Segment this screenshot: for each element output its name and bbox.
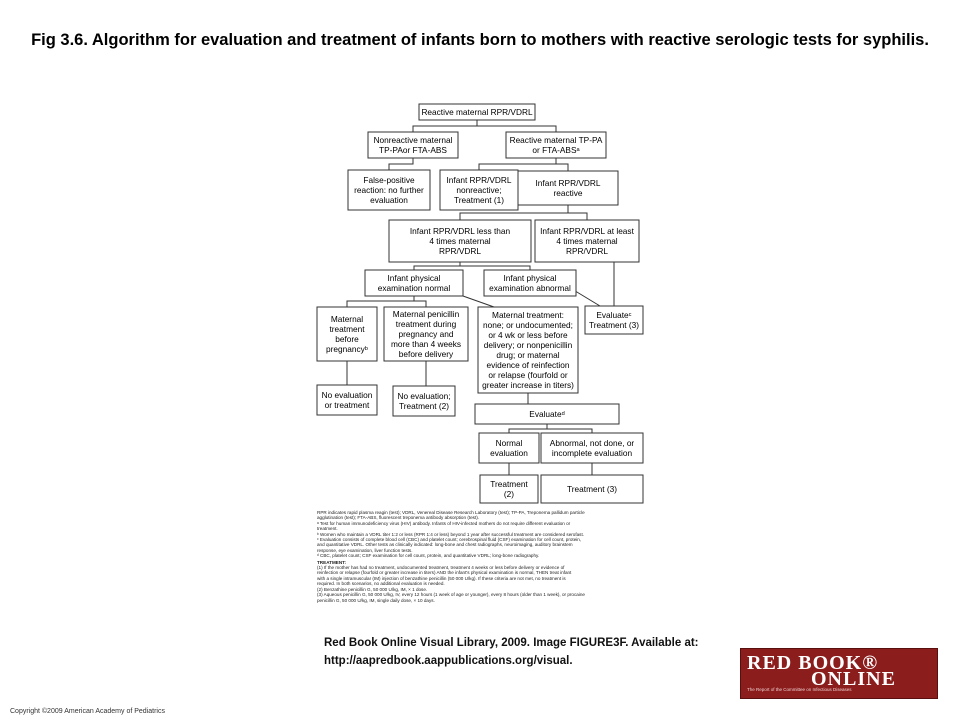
citation-line-1: Red Book Online Visual Library, 2009. Image FIGURE3F. Available at: xyxy=(324,637,699,649)
flow-node-text: Evaluateᵈ xyxy=(529,408,565,419)
flow-connector xyxy=(479,158,556,170)
flow-node-evaluate-c xyxy=(585,306,643,334)
flow-connector xyxy=(389,158,413,170)
flow-node-exam-normal xyxy=(365,270,463,296)
treatment-line: with a single intramuscular (IM) injection of benzathine penicillin (50 000 U/kg). If these criteria are not met, no treatment is xyxy=(317,575,566,581)
flow-node-text: Nonreactive maternal xyxy=(373,134,453,145)
flow-connector xyxy=(568,213,587,220)
flow-node-text: Infant RPR/VDRL at least xyxy=(540,225,634,236)
flow-node-text: Treatment (3) xyxy=(567,483,617,494)
slide-title: Fig 3.6. Algorithm for evaluation and treatment of infants born to mothers with reactive serologic tests for syphilis. xyxy=(31,31,929,49)
flow-node-normal-eval xyxy=(479,433,539,463)
citation-url[interactable]: http://aapredbook.aappublications.org/visual. xyxy=(324,655,573,667)
flow-node-abnormal-eval xyxy=(541,433,643,463)
flow-node-text: treatment during xyxy=(395,318,457,329)
flow-node-text: or FTA-ABSᵃ xyxy=(532,144,580,155)
flow-connector xyxy=(587,262,614,306)
footnote-line: response, eye examination, liver function tests. xyxy=(317,547,413,553)
flow-node-text: treatment xyxy=(329,323,365,334)
footnote-line: treatment. xyxy=(317,526,338,532)
flow-node-nonreactive-maternal xyxy=(368,132,458,158)
flow-node-text: Abnormal, not done, or xyxy=(549,437,635,448)
flow-node-text: drug; or maternal xyxy=(496,349,560,360)
flow-connector xyxy=(413,120,477,132)
flow-node-text: or treatment xyxy=(324,399,370,410)
flow-connector xyxy=(347,296,414,307)
footnote-line: ᵇ Women who maintain a VDRL titer 1:2 or less (RPR 1:4 or less) beyond 1 year after successful treatment are considered serofast. xyxy=(317,531,585,537)
treatment-line: required. In both scenarios, no additional evaluation is needed. xyxy=(317,581,445,587)
flow-node-text: delivery; or nonpenicillin xyxy=(483,339,573,350)
flow-connector xyxy=(556,164,568,171)
flow-node-text: pregnancy and xyxy=(398,328,454,339)
footnote-line: agglutination (test); FTA-ABS, fluorescent treponema antibody absorption (test). xyxy=(317,515,480,521)
flow-node-text: before xyxy=(335,333,359,344)
flow-node-false-positive xyxy=(348,170,430,210)
treatment-line: penicillin G, 50 000 U/kg, IM, single daily dose, × 10 days. xyxy=(317,597,435,603)
flow-node-text: Infant RPR/VDRL xyxy=(446,174,512,185)
flow-node-text: reaction: no further xyxy=(354,184,424,195)
flow-node-text: nonreactive; xyxy=(456,184,502,195)
flow-node-reactive-maternal xyxy=(419,104,535,120)
flow-node-text: greater increase in titers) xyxy=(482,379,574,390)
flow-node-infant-nonreactive xyxy=(440,170,518,210)
logo-word-red-book: RED BOOK® xyxy=(747,652,879,674)
flow-node-text: TP-PAor FTA-ABS xyxy=(379,144,447,155)
flow-node-at-least-4x xyxy=(535,220,639,262)
flow-node-text: Maternal treatment: xyxy=(492,309,564,320)
flow-connector xyxy=(477,126,556,132)
flow-node-less-than-4x xyxy=(389,220,531,262)
flow-connector xyxy=(414,262,460,270)
flow-node-text: Treatment (3) xyxy=(589,319,639,330)
flow-node-text: evaluation xyxy=(490,447,528,458)
flow-node-text: evidence of reinfection xyxy=(486,359,570,370)
flow-node-text: No evaluation; xyxy=(397,390,451,401)
flow-node-text: Treatment xyxy=(490,478,528,489)
flow-node-text: or relapse (fourfold or xyxy=(488,369,568,380)
flow-node-text: Infant physical xyxy=(387,272,441,283)
flow-node-maternal-treatment-none xyxy=(478,307,578,393)
flow-node-text: examination abnormal xyxy=(489,282,571,293)
flow-connector xyxy=(547,429,592,433)
flow-node-penicillin-during xyxy=(384,307,468,361)
flow-node-text: Infant RPR/VDRL less than xyxy=(409,225,511,236)
footnote-line: RPR indicates rapid plasma reagin (test); VDRL, Venereal Disease Research Laboratory (test); TP-PA, Treponema pallidum particle xyxy=(317,510,585,515)
flow-connector xyxy=(509,424,547,433)
footnote-line: ᶜ Evaluation consists of complete blood cell (CBC) and platelet count; cerebrospinal fluid (CSF) examination for cell count, protein, xyxy=(317,537,582,543)
flow-node-text: (2) xyxy=(503,488,515,499)
flow-node-text: pregnancyᵇ xyxy=(326,343,368,354)
flow-node-reactive-tppa xyxy=(506,132,606,158)
flow-node-text: No evaluation xyxy=(321,389,373,400)
flow-node-text: Maternal xyxy=(330,313,364,324)
treatment-line: (1) If the mother has had no treatment, undocumented treatment, treatment 4 weeks or less before delivery or evidence of xyxy=(317,565,565,571)
footnote-line: ᵈ CBC, platelet count; CSF examination for cell count, protein, and quantitative VDRL; long-bone radiography. xyxy=(317,553,540,559)
copyright-notice: Copyright ©2009 American Academy of Pediatrics xyxy=(10,708,165,715)
logo-tagline: The Report of the Committee on Infectious Diseases xyxy=(747,687,852,692)
flow-node-text: 4 times maternal xyxy=(429,235,491,246)
flow-node-text: RPR/VDRL xyxy=(439,245,481,256)
flow-node-text: Maternal penicillin xyxy=(392,308,460,319)
flow-node-text: RPR/VDRL xyxy=(566,245,608,256)
flow-node-text: or 4 wk or less before xyxy=(488,329,568,340)
flow-node-infant-reactive xyxy=(518,171,618,205)
flow-node-text: more than 4 weeks xyxy=(390,338,462,349)
footnote-line: ᵃ Test for human immunodeficiency virus (HIV) antibody. Infants of HIV-infected mothers do not require different evaluation or xyxy=(317,520,571,526)
flow-node-exam-abnormal xyxy=(484,270,576,296)
flow-node-treat-before-preg xyxy=(317,307,377,361)
flow-node-text: Treatment (1) xyxy=(454,194,504,205)
flow-node-no-eval xyxy=(317,385,377,415)
footnotes xyxy=(317,510,647,603)
flow-node-treatment-2 xyxy=(480,475,538,503)
footnote-line: and quantitative VDRL. Other tests as clinically indicated: long-bone and chest radiographs, neuroimaging, auditory brainstem xyxy=(317,542,573,548)
treatment-line: reinfection or relapse (fourfold or greater increase in titers) AND the infant's physical examination is normal, THEN treat infant xyxy=(317,570,572,576)
flow-node-text: Evaluateᶜ xyxy=(596,309,632,320)
red-book-online-logo xyxy=(740,648,938,699)
flow-node-text: Infant RPR/VDRL xyxy=(535,177,601,188)
citation xyxy=(324,634,754,670)
treatment-line: (3) Aqueous penicillin G, 50 000 U/kg, IV, every 12 hours (1 week of age or younger), every 8 hours (older than 1 week), or procaine xyxy=(317,592,585,598)
flow-node-text: False-positive xyxy=(363,174,415,185)
flow-node-no-eval-t2 xyxy=(393,386,455,416)
treatment-heading: TREATMENT: xyxy=(317,559,347,565)
flow-connector xyxy=(460,266,530,270)
flow-connector xyxy=(463,296,494,307)
flow-connector xyxy=(414,301,426,307)
flow-node-text: evaluation xyxy=(370,194,408,205)
flow-node-text: none; or undocumented; xyxy=(483,319,573,330)
flow-node-evaluate-d xyxy=(475,404,619,424)
flow-node-text: Normal xyxy=(495,437,523,448)
flow-node-text: 4 times maternal xyxy=(556,235,618,246)
flow-node-text: before delivery xyxy=(398,348,454,359)
flow-node-text: incomplete evaluation xyxy=(551,447,633,458)
flow-node-text: reactive xyxy=(553,187,583,198)
flow-node-text: Reactive maternal TP-PA xyxy=(509,134,603,145)
flow-node-text: Reactive maternal RPR/VDRL xyxy=(421,106,533,117)
treatment-line: (2) Benzathine penicillin G, 50 000 U/kg, IM, × 1 dose. xyxy=(317,586,428,592)
flow-node-text: Infant physical xyxy=(503,272,557,283)
flow-node-text: examination normal xyxy=(377,282,451,293)
logo-word-online: ONLINE xyxy=(811,668,896,690)
flow-node-text: Treatment (2) xyxy=(399,400,449,411)
flow-node-treatment-3 xyxy=(541,475,643,503)
